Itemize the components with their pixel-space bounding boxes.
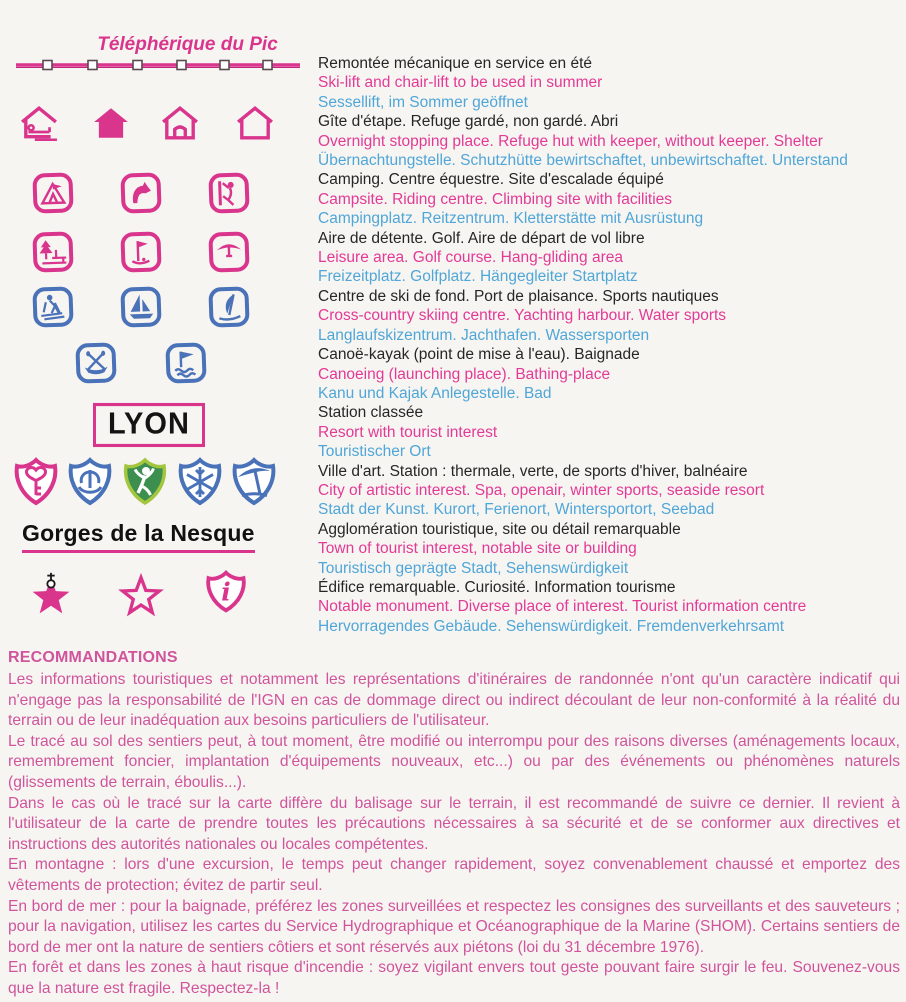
legend-line-fr: Remontée mécanique en service en été xyxy=(318,55,592,72)
recommendations-paragraph: En forêt et dans les zones à haut risque d'incendie : soyez vigilant envers tout geste pouvant faire surgir le feu. Souvenez-vous que la nature est fragile. Respectez-la ! xyxy=(8,959,900,997)
legend-line-fr: Camping. Centre équestre. Site d'escalade équipé xyxy=(318,171,664,189)
info-icon xyxy=(203,568,249,616)
winter-shield-icon xyxy=(174,457,226,507)
svg-text:i: i xyxy=(221,577,231,607)
marina-icon xyxy=(120,286,161,327)
recommendations-paragraph: En montagne : lors d'une excursion, le temps peut changer rapidement, soyez convenablement chaussé et emportez des vêtements de protection; évitez de partir seul. xyxy=(8,856,900,894)
legend-line-en: Resort with tourist interest xyxy=(318,423,498,441)
canoe-icon xyxy=(75,342,116,383)
legend-line-de: Touristisch geprägte Stadt, Sehenswürdigkeit xyxy=(318,559,629,577)
legend-line-en: Leisure area. Golf course. Hang-gliding area xyxy=(318,249,624,267)
legend-line-de: Sessellift, im Sommer geöffnet xyxy=(318,93,528,111)
recommendations-paragraph: En bord de mer : pour la baignade, préférez les zones surveillées et respectez les consignes des surveillants et des sauveteurs ; pour la navigation, utilisez les cartes du Service Hydrographique et Océanographique de la Marine (SHOM). Certains sentiers de bord de mer ont la nature de sentiers côtiers et sont réservés aux piétons (loi du 31 décembre 1976). xyxy=(8,897,900,956)
classified-resort-town-symbol: LYON xyxy=(93,403,205,447)
spa-shield-icon xyxy=(64,457,116,507)
legend-line-en: Notable monument. Diverse place of interest. Tourist information centre xyxy=(318,598,807,616)
recommendations-section xyxy=(8,648,900,1000)
curiosity-star-icon xyxy=(118,572,164,620)
legend-line-en: Canoeing (launching place). Bathing-place xyxy=(318,365,611,383)
openair-shield-icon xyxy=(119,457,171,507)
tourist-town-symbol: Gorges de la Nesque xyxy=(22,520,255,553)
bathing-icon xyxy=(165,342,206,383)
legend-line-fr: Ville d'art. Station : thermale, verte, de sports d'hiver, balnéaire xyxy=(318,462,748,480)
legend-line-fr: Station classée xyxy=(318,404,424,422)
legend-line-de: Stadt der Kunst. Kurort, Ferienort, Wintersportort, Seebad xyxy=(318,501,715,519)
legend-line-fr: Canoë-kayak (point de mise à l'eau). Baignade xyxy=(318,346,640,364)
legend-line-fr: Gîte d'étape. Refuge gardé, non gardé. Abri xyxy=(318,113,619,131)
climbing-icon xyxy=(208,172,249,213)
ville-art-shield-icon xyxy=(10,457,62,507)
legend-line-en: Campsite. Riding centre. Climbing site with facilities xyxy=(318,190,673,208)
recommendations-paragraph: Le tracé au sol des sentiers peut, à tout moment, être modifié ou interrompu pour des raisons diverses (aménagements locaux, remembrement foncier, implantation d'équipements nouveaux, etc...) ou par des événements ou phénomènes naturels (glissements de terrain, éboulis...). xyxy=(8,732,900,791)
abri-icon xyxy=(236,105,274,141)
legend-line-de: Übernachtungstelle. Schutzhütte bewirtschaftet, unbewirtschaftet. Unterstand xyxy=(318,152,848,170)
legend-line-fr: Édifice remarquable. Curiosité. Information tourisme xyxy=(318,578,676,596)
legend-text-column xyxy=(318,54,903,636)
camping-icon xyxy=(32,172,73,213)
legend-line-en: Town of tourist interest, notable site or building xyxy=(318,540,637,558)
legend-line-de: Langlaufskizentrum. Jachthafen. Wassersporten xyxy=(318,326,650,344)
legend-line-de: Freizeitplatz. Golfplatz. Hängegleiter Startplatz xyxy=(318,268,638,286)
legend-line-en: Ski-lift and chair-lift to be used in summer xyxy=(318,74,603,92)
cable-car-line-icon xyxy=(16,58,300,72)
legend-line-fr: Agglomération touristique, site ou détail remarquable xyxy=(318,520,681,538)
legend-line-en: City of artistic interest. Spa, openair, winter sports, seaside resort xyxy=(318,481,765,499)
recommendations-paragraph: Les informations touristiques et notamment les représentations d'itinéraires de randonnée n'ont qu'un caractère indicatif qui n'engage pas la responsabilité de l'IGN en cas de dommage direct ou indirect découlant de leur non-conformité à la réalité du terrain ou de leur inadéquation aux besoins particuliers de l'utilisateur. xyxy=(8,671,900,730)
cross-country-ski-icon xyxy=(32,286,73,327)
leisure-area-icon xyxy=(32,231,73,272)
legend-line-fr: Centre de ski de fond. Port de plaisance. Sports nautiques xyxy=(318,287,719,305)
legend-line-en: Overnight stopping place. Refuge hut with keeper, without keeper. Shelter xyxy=(318,132,823,150)
legend-line-de: Kanu und Kajak Anlegestelle. Bad xyxy=(318,384,552,402)
monument-star-icon xyxy=(28,570,74,618)
recommendations-paragraph: Dans le cas où le tracé sur la carte diffère du balisage sur le terrain, il est recommandé de suivre ce dernier. Il revient à l'utilisateur de la carte de prendre toutes les précautions nécessaires à sa sécurité et de se conformer aux directives et instructions des autorités nationales ou locales compétentes. xyxy=(8,794,900,853)
legend-line-de: Campingplatz. Reitzentrum. Kletterstätte mit Ausrüstung xyxy=(318,210,704,228)
legend-line-de: Hervorragendes Gebäude. Sehenswürdigkeit. Fremdenverkehrsamt xyxy=(318,617,785,635)
gite-etape-icon xyxy=(20,105,58,141)
legend-line-en: Cross-country skiing centre. Yachting harbour. Water sports xyxy=(318,307,727,325)
seaside-shield-icon xyxy=(228,457,280,507)
legend-line-de: Touristischer Ort xyxy=(318,443,431,461)
golf-icon xyxy=(120,231,161,272)
riding-centre-icon xyxy=(120,172,161,213)
recommendations-title: RECOMMANDATIONS xyxy=(8,649,178,666)
water-sports-icon xyxy=(208,286,249,327)
teleferique-title: Téléphérique du Pic xyxy=(97,34,278,55)
refuge-garde-icon xyxy=(92,105,130,141)
legend-line-fr: Aire de détente. Golf. Aire de départ de vol libre xyxy=(318,229,645,247)
hang-gliding-icon xyxy=(208,231,249,272)
refuge-non-garde-icon xyxy=(161,105,199,141)
